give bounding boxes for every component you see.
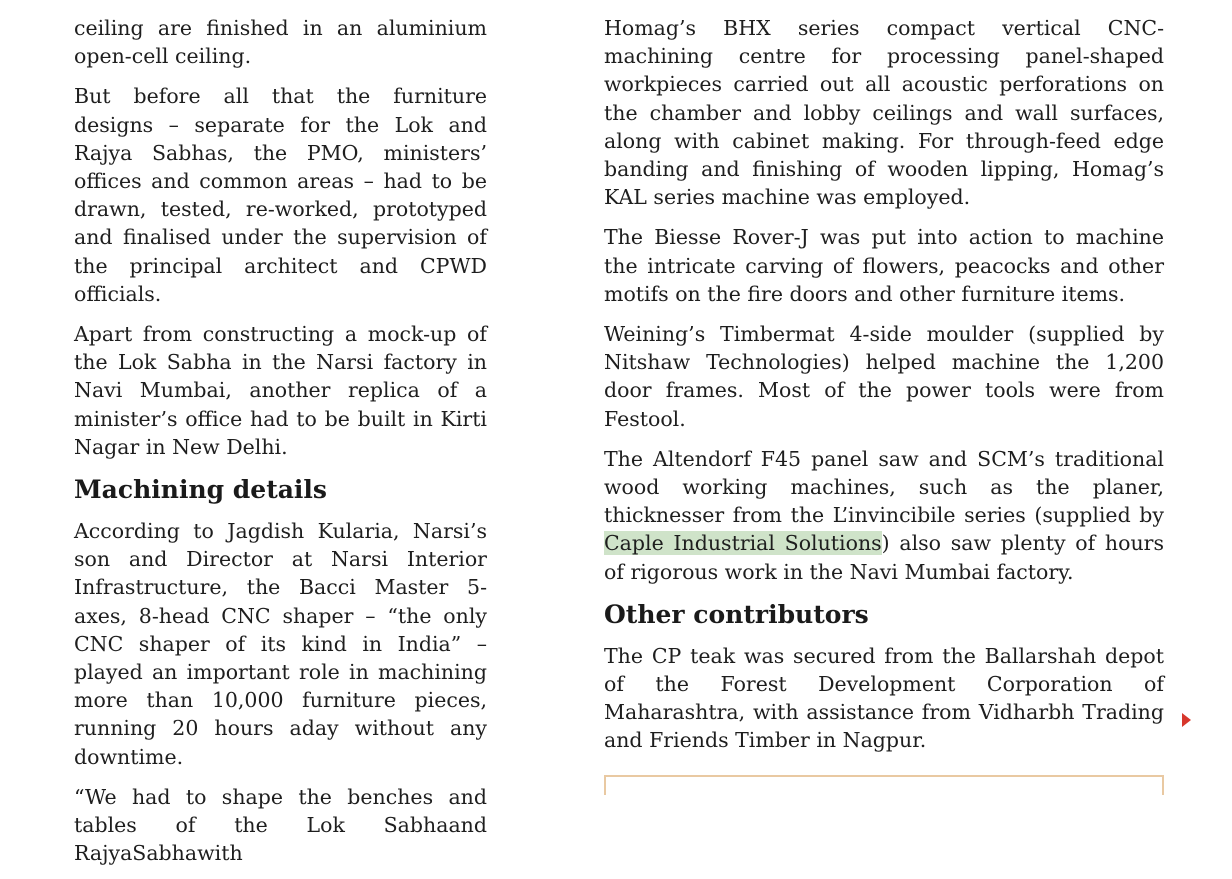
paragraph-text: ) also saw plenty of hours of rigorous work in the Navi Mumbai factory.	[604, 531, 1164, 584]
left-paragraph-4: According to Jagdish Kularia, Narsi’s son and Director at Narsi Interior Infrastructure, the Bacci Master 5-axes, 8-head CNC shaper – “the only CNC shaper of its kind in India” – played an important role in machining more than 10,000 furniture pieces, running 20 hours aday without any downtime.	[74, 519, 487, 769]
right-column	[604, 14, 1164, 767]
triangle-right-icon[interactable]	[1182, 713, 1191, 727]
left-paragraph-5: “We had to shape the benches and tables of the Lok Sabhaand RajyaSabhawith	[74, 784, 487, 866]
machining-details-heading: Machining details	[74, 475, 328, 505]
left-paragraph-1: ceiling are finished in an aluminium open-cell ceiling.	[74, 16, 487, 69]
left-column	[74, 14, 487, 879]
right-paragraph-5: The CP teak was secured from the Ballarshah depot of the Forest Development Corporation of Maharashtra, with assistance from Vidharbh Trading and Friends Timber in Nagpur.	[604, 643, 1164, 753]
right-paragraph-1: Homag’s BHX series compact vertical CNC-machining centre for processing panel-shaped workpieces carried out all acoustic perforations on the chamber and lobby ceilings and wall surfaces, along with cabinet making. For through-feed edge banding and finishing of wooden lipping, Homag’s KAL series machine was employed.	[604, 16, 1164, 210]
right-paragraph-2: The Biesse Rover-J was put into action to machine the intricate carving of flowers, peacocks and other motifs on the fire doors and other furniture items.	[604, 225, 1164, 306]
other-contributors-heading: Other contributors	[604, 599, 869, 629]
paragraph-text: The Altendorf F45 panel saw and SCM’s traditional wood working machines, such as the planer, thicknesser from the L’invincibile series (supplied by	[604, 446, 1164, 528]
highlighted-company-name[interactable]: Caple Industrial Solutions	[604, 531, 882, 556]
right-paragraph-4	[604, 445, 1164, 586]
right-paragraph-3: Weining’s Timbermat 4-side moulder (supplied by Nitshaw Technologies) helped machine the 1,200 door frames. Most of the power tools were from Festool.	[604, 322, 1164, 431]
sidebar-box-border	[604, 775, 1164, 795]
left-paragraph-2: But before all that the furniture designs – separate for the Lok and Rajya Sabhas, the PMO, ministers’ offices and common areas – had to be drawn, tested, re-worked, prototyped and finalised under the supervision of the principal architect and CPWD officials.	[74, 84, 487, 306]
left-paragraph-3: Apart from constructing a mock-up of the Lok Sabha in the Narsi factory in Navi Mumbai, another replica of a minister’s office had to be built in Kirti Nagar in New Delhi.	[74, 322, 487, 459]
